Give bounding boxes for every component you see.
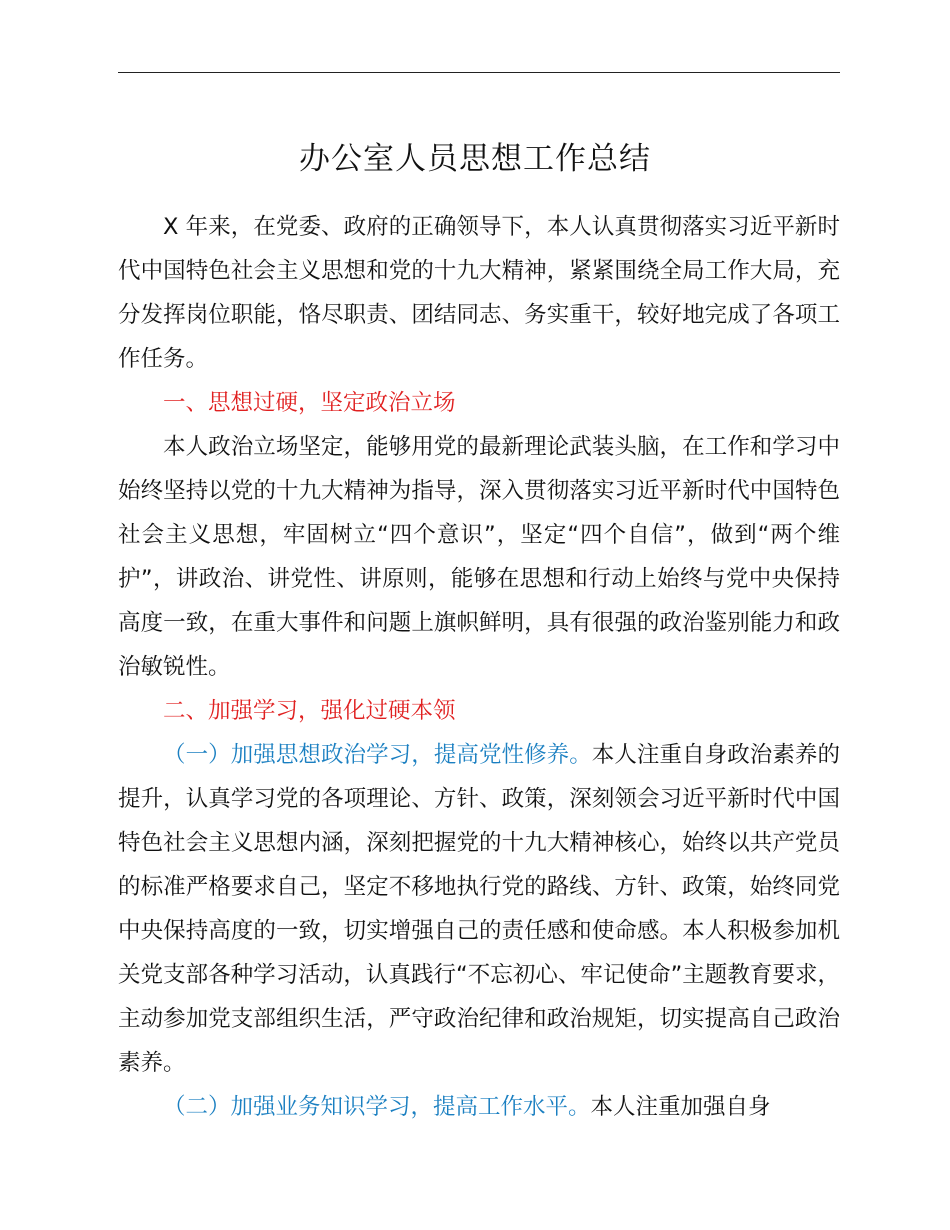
subsection-1-body: 本人注重自身政治素养的提升，认真学习党的各项理论、方针、政策，深刻领会习近平新时代中国特色社会主义思想内涵，深刻把握党的十九大精神核心，始终以共产党员的标准严格要求自己，坚定不移地执行党的路线、方针、政策，始终同党中央保持高度的一致，切实增强自己的责任感和使命感。本人积极参加机关党支部各种学习活动，认真践行“不忘初心、牢记使命”主题教育要求，主动参加党支部组织生活，严守政治纪律和政治规矩，切实提高自己政治素养。 [118, 742, 840, 1076]
section-1-heading: 一、思想过硬，坚定政治立场 [163, 390, 456, 416]
section-1-paragraph: 本人政治立场坚定，能够用党的最新理论武装头脑，在工作和学习中始终坚持以党的十九大精神为指导，深入贯彻落实习近平新时代中国特色社会主义思想，牢固树立“四个意识”，坚定“四个自信”，做到“两个维护”，讲政治、讲党性、讲原则，能够在思想和行动上始终与党中央保持高度一致，在重大事件和问题上旗帜鲜明，具有很强的政治鉴别能力和政治敏锐性。 [118, 434, 840, 680]
subsection-2-paragraph [118, 1085, 840, 1129]
section-2-heading: 二、加强学习，强化过硬本领 [163, 698, 456, 724]
intro-paragraph: X 年来，在党委、政府的正确领导下，本人认真贯彻落实习近平新时代中国特色社会主义思想和党的十九大精神，紧紧围绕全局工作大局，充分发挥岗位职能，恪尽职责、团结同志、务实重干，较好地完成了各项工作任务。 [118, 214, 840, 372]
subsection-1-heading: （一）加强思想政治学习，提高党性修养。 [163, 742, 592, 768]
document-body [118, 205, 840, 1129]
subsection-2-body: 本人注重加强自身 [590, 1094, 771, 1120]
subsection-2-heading: （二）加强业务知识学习，提高工作水平。 [163, 1094, 591, 1120]
header-rule [118, 72, 840, 73]
document-title: 办公室人员思想工作总结 [299, 141, 651, 177]
subsection-1-paragraph [118, 733, 840, 1085]
